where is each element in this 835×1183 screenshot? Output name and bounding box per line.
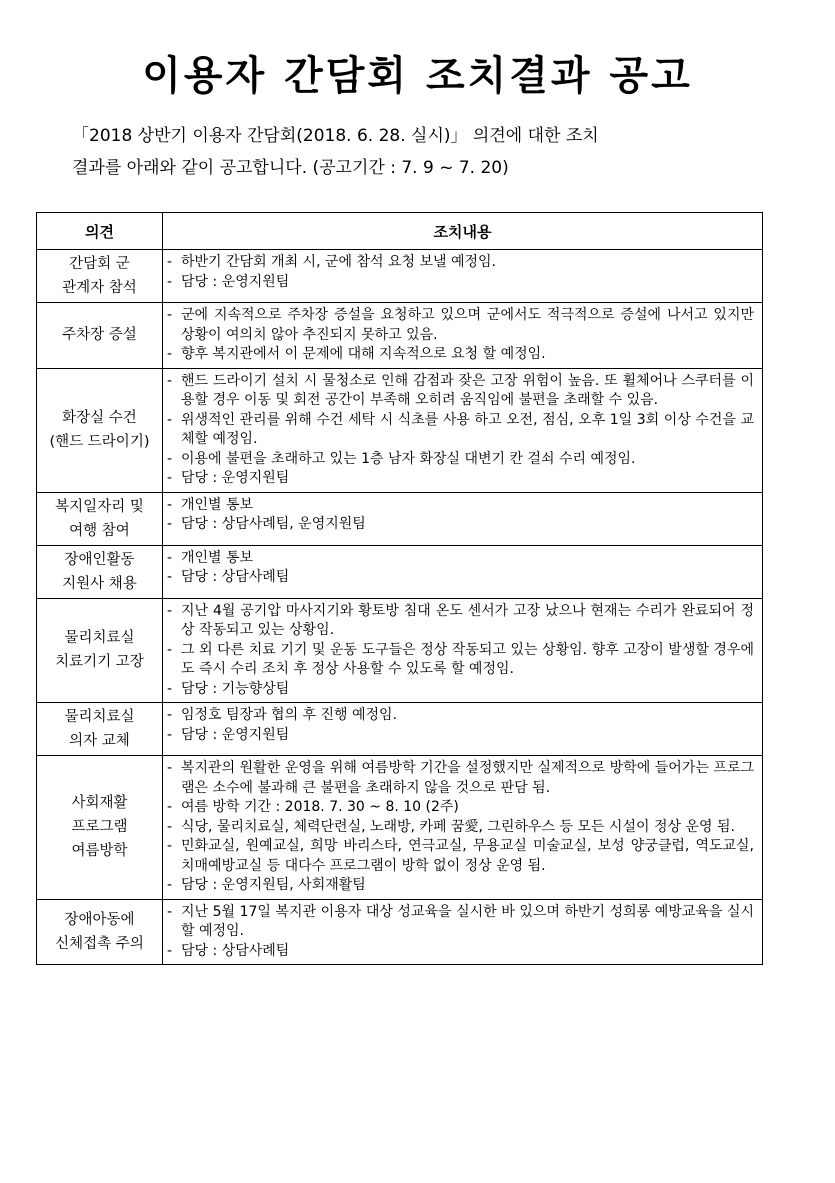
action-item	[167, 306, 754, 345]
action-cell	[163, 756, 763, 900]
action-cell	[163, 368, 763, 492]
bullet-dash: -	[167, 707, 173, 723]
opinion-line: 지원사 채용	[62, 575, 137, 592]
opinion-cell	[37, 368, 163, 492]
action-text: 여름 방학 기간 : 2018. 7. 30 ~ 8. 10 (2주)	[181, 799, 459, 815]
bullet-dash: -	[167, 877, 173, 893]
opinion-cell	[37, 250, 163, 303]
action-text: 개인별 통보	[181, 549, 254, 566]
header-action: 조치내용	[163, 213, 763, 250]
bullet-dash: -	[167, 726, 173, 743]
action-item	[167, 253, 754, 273]
opinion-cell	[37, 899, 163, 965]
action-item	[167, 903, 754, 942]
action-item	[167, 549, 754, 569]
opinion-line: 여름방학	[71, 843, 128, 860]
action-item	[167, 706, 754, 726]
opinion-line: 신체접촉 주의	[55, 935, 144, 952]
opinion-line: 화장실 수건	[62, 410, 137, 426]
action-text: 담당 : 운영지원팀	[181, 726, 290, 743]
intro-text	[72, 120, 772, 184]
action-item	[167, 942, 754, 962]
bullet-dash: -	[167, 818, 173, 835]
opinion-cell	[37, 492, 163, 545]
bullet-dash: -	[167, 549, 173, 566]
table-row	[37, 703, 763, 756]
bullet-dash: -	[167, 602, 173, 619]
action-item	[167, 372, 754, 411]
action-text: 군에 지속적으로 주차장 증설을 요청하고 있으며 군에서도 적극적으로 증설에 나서고 있지만 상황이 여의치 않아 추진되지 못하고 있음.	[181, 307, 754, 343]
bullet-dash: -	[167, 254, 173, 270]
table-row	[37, 303, 763, 369]
action-item	[167, 568, 754, 588]
bullet-dash: -	[167, 903, 173, 920]
action-text: 향후 복지관에서 이 문제에 대해 지속적으로 요청 할 예정임.	[181, 346, 546, 362]
action-item	[167, 450, 754, 470]
bullet-dash: -	[167, 307, 173, 323]
action-text: 지난 5월 17일 복지관 이용자 대상 성교육을 실시한 바 있으며 하반기 성희롱 예방교육을 실시할 예정임.	[181, 903, 754, 939]
action-text: 핸드 드라이기 설치 시 물청소로 인해 감점과 잦은 고장 위험이 높음. 또 휠체어나 스쿠터를 이용할 경우 이동 및 회전 공간이 부족해 오히려 움직임에 불편을 초래할 수 있음.	[181, 372, 754, 408]
action-text: 담당 : 운영지원팀, 사회재활팀	[181, 877, 366, 893]
opinion-line: 물리치료실	[64, 709, 135, 725]
bullet-dash: -	[167, 273, 173, 290]
action-text: 담당 : 상담사례팀	[181, 942, 290, 959]
opinion-line: 여행 참여	[69, 522, 130, 539]
action-item	[167, 798, 754, 818]
opinion-line: (핸드 드라이기)	[49, 434, 150, 450]
bullet-dash: -	[167, 470, 173, 486]
bullet-dash: -	[167, 346, 173, 362]
action-text: 지난 4월 공기압 마사지기와 황토방 침대 온도 센서가 고장 났으나 현재는 수리가 완료되어 정상 작동되고 있는 상황임.	[181, 602, 754, 638]
action-text: 이용에 불편을 초래하고 있는 1층 남자 화장실 대변기 칸 걸쇠 수리 예정임.	[181, 450, 636, 467]
action-item	[167, 345, 754, 365]
table-header-row	[37, 213, 763, 250]
intro-line: 결과를 아래와 같이 공고합니다. (공고기간 : 7. 9 ~ 7. 20)	[72, 158, 509, 178]
opinion-line: 사회재활	[71, 795, 128, 812]
opinion-line: 물리치료실	[64, 630, 135, 647]
bullet-dash: -	[167, 942, 173, 959]
bullet-dash: -	[167, 799, 173, 815]
action-text: 담당 : 상담사례팀	[181, 569, 290, 585]
table-row	[37, 598, 763, 703]
bullet-dash: -	[167, 496, 173, 513]
bullet-dash: -	[167, 680, 173, 697]
action-item	[167, 759, 754, 798]
action-item	[167, 837, 754, 876]
opinion-line: 관계자 참석	[62, 280, 137, 296]
action-item	[167, 411, 754, 450]
action-item	[167, 818, 754, 838]
table-row	[37, 899, 763, 965]
action-cell	[163, 703, 763, 756]
bullet-dash: -	[167, 372, 173, 389]
action-item	[167, 876, 754, 896]
action-item	[167, 515, 754, 535]
action-text: 담당 : 기능향상팀	[181, 680, 290, 697]
opinion-line: 주차장 증설	[62, 327, 137, 344]
results-table	[36, 212, 763, 965]
bullet-dash: -	[167, 411, 173, 428]
action-text: 하반기 간담회 개최 시, 군에 참석 요청 보낼 예정임.	[181, 254, 496, 270]
action-cell	[163, 492, 763, 545]
bullet-dash: -	[167, 569, 173, 585]
opinion-line: 의자 교체	[69, 733, 130, 749]
opinion-cell	[37, 303, 163, 369]
table-row	[37, 545, 763, 598]
action-cell	[163, 250, 763, 303]
opinion-line: 장애아동에	[64, 911, 135, 928]
action-item	[167, 469, 754, 489]
table-row	[37, 492, 763, 545]
action-text: 복지관의 원활한 운영을 위해 여름방학 기간을 설정했지만 실제적으로 방학에 들어가는 프로그램은 소수에 불과해 큰 불편을 초래하지 않을 것으로 판담 됨.	[181, 760, 754, 796]
table-row	[37, 368, 763, 492]
bullet-dash: -	[167, 450, 173, 467]
opinion-cell	[37, 756, 163, 900]
action-cell	[163, 899, 763, 965]
action-text: 민화교실, 원예교실, 희망 바리스타, 연극교실, 무용교실 미술교실, 보성 양궁클럽, 역도교실, 치매예방교실 등 대다수 프로그램이 방학 없이 정상 운영 됨.	[181, 838, 754, 874]
action-text: 담당 : 운영지원팀	[181, 470, 290, 486]
opinion-line: 간담회 군	[69, 256, 130, 272]
table-body	[37, 250, 763, 965]
action-text: 담당 : 운영지원팀	[181, 273, 290, 290]
header-opinion: 의견	[37, 213, 163, 250]
action-text: 담당 : 상담사례팀, 운영지원팀	[181, 516, 366, 532]
intro-line: 「2018 상반기 이용자 간담회(2018. 6. 28. 실시)」 의견에 대한 조치	[72, 126, 599, 146]
opinion-cell	[37, 598, 163, 703]
table-row	[37, 756, 763, 900]
action-text: 그 외 다른 치료 기기 및 운동 도구들은 정상 작동되고 있는 상황임. 향후 고장이 발생할 경우에도 즉시 수리 조치 후 정상 사용할 수 있도록 할 예정임.	[181, 641, 754, 677]
action-text: 식당, 물리치료실, 체력단련실, 노래방, 카페 꿈愛, 그린하우스 등 모든 시설이 정상 운영 됨.	[181, 818, 735, 835]
action-item	[167, 641, 754, 680]
opinion-line: 복지일자리 및	[55, 498, 144, 515]
action-cell	[163, 545, 763, 598]
action-cell	[163, 598, 763, 703]
opinion-cell	[37, 545, 163, 598]
action-item	[167, 273, 754, 293]
action-text: 개인별 통보	[181, 496, 254, 513]
action-item	[167, 496, 754, 516]
page-title: 이용자 간담회 조치결과 공고	[142, 53, 693, 99]
action-cell	[163, 303, 763, 369]
bullet-dash: -	[167, 838, 173, 854]
table-row	[37, 250, 763, 303]
action-item	[167, 602, 754, 641]
opinion-line: 치료기기 고장	[55, 654, 144, 671]
opinion-cell	[37, 703, 163, 756]
action-text: 임정호 팀장과 협의 후 진행 예정임.	[181, 707, 398, 723]
action-item	[167, 680, 754, 700]
bullet-dash: -	[167, 641, 173, 658]
opinion-line: 장애인활동	[64, 551, 135, 568]
bullet-dash: -	[167, 516, 173, 532]
action-item	[167, 726, 754, 746]
opinion-line: 프로그램	[71, 819, 128, 836]
action-text: 위생적인 관리를 위해 수건 세탁 시 식초를 사용 하고 오전, 점심, 오후 1일 3회 이상 수건을 교체할 예정임.	[181, 411, 754, 447]
bullet-dash: -	[167, 760, 173, 776]
